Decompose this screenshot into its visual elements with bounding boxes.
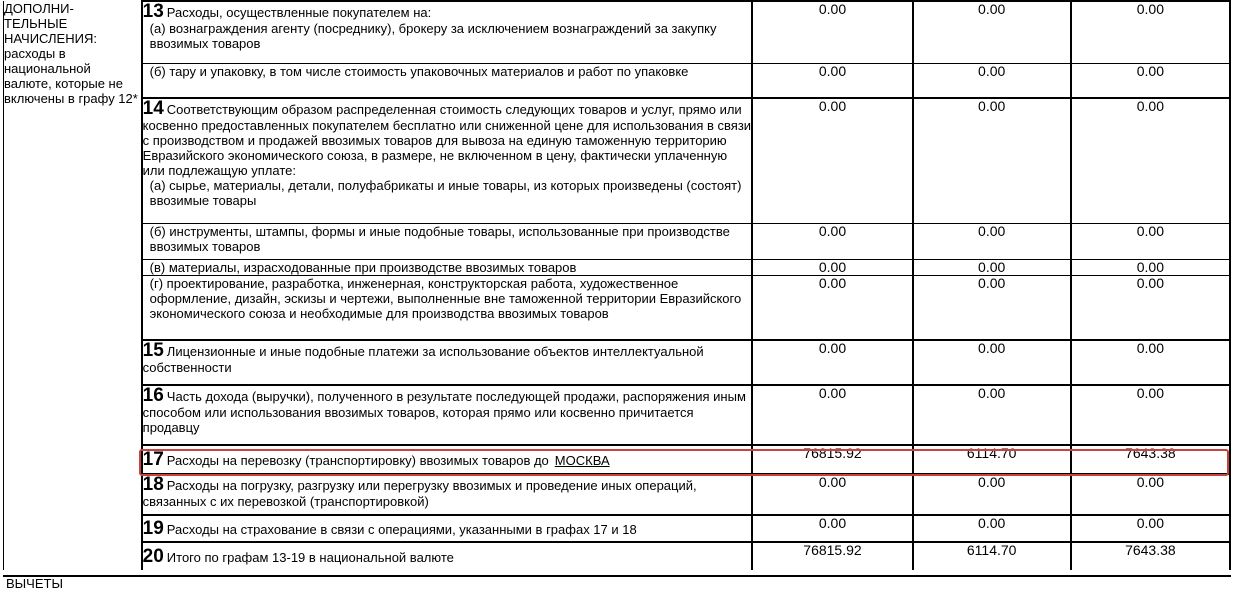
table-row (4, 474, 1231, 515)
value-cell: 0.00 (752, 385, 912, 445)
next-section-header (3, 575, 1231, 591)
row-number: 18 (142, 474, 164, 495)
value-cell: 0.00 (913, 474, 1071, 515)
row-number: 14 (142, 98, 164, 119)
value-cell: 0.00 (752, 63, 912, 98)
value-cell: 0.00 (1071, 340, 1230, 385)
row-subtext: (а) вознаграждения агенту (посреднику), брокеру за исключением вознаграждений за закупку ввозимых товаров (149, 21, 717, 51)
side-label-cell (4, 1, 142, 570)
value-cell: 0.00 (752, 275, 912, 340)
value-cell: 0.00 (913, 275, 1071, 340)
row-description (142, 275, 753, 340)
value-text: 0.00 (818, 258, 847, 275)
value-cell (752, 259, 912, 275)
row-description (142, 340, 753, 385)
row-number: 15 (142, 340, 164, 361)
value-cell: 0.00 (1071, 474, 1230, 515)
table-row-total (4, 542, 1231, 570)
value-cell: 7643.38 (1071, 445, 1230, 474)
next-section-label: ВЫЧЕТЫ (6, 576, 63, 591)
row-description (142, 474, 753, 515)
value-cell: 76815.92 (752, 542, 912, 570)
row-text: Часть дохода (выручки), полученного в результате последующей продажи, распоряжения иным способом или использования ввозимых товаров, которая прямо или косвенно причитается продавцу (142, 389, 746, 435)
row-description (142, 223, 753, 259)
row-number: 16 (142, 385, 164, 406)
table-row (4, 515, 1231, 542)
value-cell: 0.00 (1071, 385, 1230, 445)
row-text: Итого по графам 13-19 в национальной валюте (166, 550, 454, 565)
row-description (142, 385, 753, 445)
row-description (142, 1, 753, 63)
value-cell: 0.00 (752, 1, 912, 63)
side-label: ДОПОЛНИ- ТЕЛЬНЫЕ НАЧИСЛЕНИЯ: расходы в национальной валюте, которые не включены в графу 12* (4, 1, 138, 106)
table-row (4, 98, 1231, 223)
row-number: 19 (142, 518, 164, 539)
row-text: Лицензионные и иные подобные платежи за использование объектов интеллектуальной собственности (142, 344, 704, 375)
value-cell: 0.00 (752, 340, 912, 385)
value-cell: 0.00 (1071, 1, 1230, 63)
value-cell: 7643.38 (1071, 542, 1230, 570)
row-text: Расходы на перевозку (транспортировку) ввозимых товаров до (166, 453, 549, 468)
value-cell: 0.00 (1071, 515, 1230, 542)
row-description (142, 259, 753, 275)
value-cell: 0.00 (913, 63, 1071, 98)
table-row (4, 340, 1231, 385)
value-cell: 0.00 (752, 223, 912, 259)
value-cell (913, 259, 1071, 275)
row-text: Соответствующим образом распределенная стоимость следующих товаров и услуг, прямо или косвенно предоставленных покупателем бесплатно или сниженной цене для использования в связи с производством и продажей ввозимых товаров для вывоза на единую таможенную территорию Евразийского экономического союза, в размере, не включенном в цену, фактически уплаченную или подлежащую уплате: (142, 102, 752, 178)
table-row (4, 275, 1231, 340)
additional-charges-table (3, 0, 1231, 570)
value-cell: 0.00 (913, 223, 1071, 259)
row-description (142, 445, 753, 474)
value-cell: 0.00 (913, 1, 1071, 63)
table-row (4, 223, 1231, 259)
value-cell: 6114.70 (913, 542, 1071, 570)
row-description (142, 98, 753, 223)
row-text: (б) инструменты, штампы, формы и иные подобные товары, использованные при производстве ввозимых товаров (149, 223, 730, 254)
value-text: 0.00 (978, 258, 1006, 275)
row-number: 13 (142, 1, 164, 22)
row-number: 20 (142, 546, 164, 567)
value-cell (1071, 259, 1230, 275)
value-text: 0.00 (1136, 258, 1164, 275)
table-row (4, 259, 1231, 275)
table-row (4, 63, 1231, 98)
row-text: Расходы на страхование в связи с операциями, указанными в графах 17 и 18 (166, 522, 637, 537)
table-row (4, 1, 1231, 63)
destination-link: МОСКВА (554, 453, 610, 468)
row-text: (г) проектирование, разработка, инженерная, конструкторская работа, художественное оформление, дизайн, эскизы и чертежи, выполненные вне таможенной территории Евразийского экономического союза и необходимые для производства ввозимых товаров (149, 275, 742, 321)
value-cell: 0.00 (913, 98, 1071, 223)
value-cell: 0.00 (913, 340, 1071, 385)
value-cell: 0.00 (752, 474, 912, 515)
row-text: (б) тару и упаковку, в том числе стоимость упаковочных материалов и работ по упаковке (149, 63, 689, 79)
row-text: Расходы на погрузку, разгрузку или перегрузку ввозимых и проведение иных операций, связанных с их перевозкой (транспортировкой) (142, 478, 697, 509)
row-description (142, 542, 753, 570)
row-text: (в) материалы, израсходованные при производстве ввозимых товаров (149, 259, 577, 275)
value-cell: 0.00 (1071, 63, 1230, 98)
row-description (142, 63, 753, 98)
row-subtext: (а) сырье, материалы, детали, полуфабрикаты и иные товары, из которых произведены (состоят) ввозимые товары (149, 178, 742, 208)
value-cell: 0.00 (913, 385, 1071, 445)
value-cell: 0.00 (1071, 275, 1230, 340)
value-cell: 6114.70 (913, 445, 1071, 474)
value-cell: 0.00 (1071, 223, 1230, 259)
value-cell: 76815.92 (752, 445, 912, 474)
value-cell: 0.00 (752, 515, 912, 542)
row-text: Расходы, осуществленные покупателем на: (166, 5, 432, 20)
table-row (4, 385, 1231, 445)
table-row-transport (4, 445, 1231, 474)
value-cell: 0.00 (1071, 98, 1230, 223)
value-cell: 0.00 (913, 515, 1071, 542)
row-description (142, 515, 753, 542)
value-cell: 0.00 (752, 98, 912, 223)
row-number: 17 (142, 449, 164, 470)
